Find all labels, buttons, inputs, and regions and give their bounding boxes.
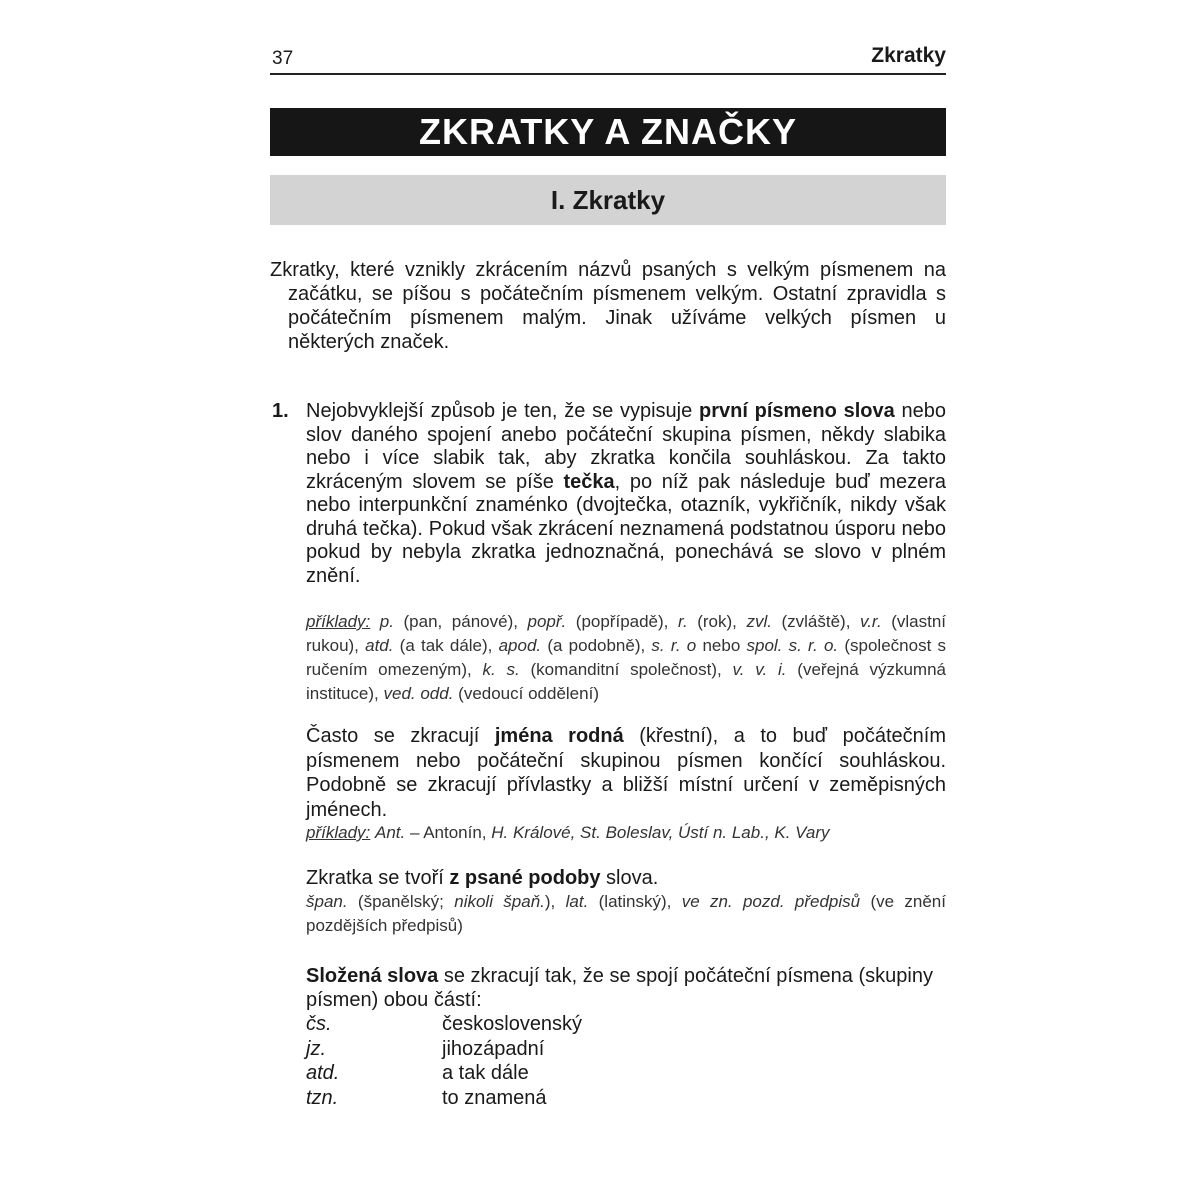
item-body: Nejobvyklejší způsob je ten, že se vypisuje první písmeno slova nebo slov daného spojení anebo počáteční skupina písmen, někdy slabika nebo i více slabik tak, aby zkratka končila souhláskou. Za takto zkráceným slovem se píše tečka, po níž pak následuje buď mezera nebo interpunkční znaménko (dvojtečka, otazník, vykřičník, nikdy však druhá tečka). Pokud však zkrácení neznamená podstatnou úsporu nebo pokud by nebyla zkratka jednoznačná, ponechává se slovo v plném znění. [306,400,947,587]
table-row: jz. jihozápadní [306,1037,545,1060]
table-row: atd. a tak dále [306,1062,529,1084]
table-row: čs. československý [306,1013,583,1035]
examples-block-3: špan. (španělský; nikoli špaň.), lat. (latinský), ve zn. pozd. předpisů (ve znění pozdějších předpisů) [306,892,946,935]
page-header [270,40,946,76]
running-title: Zkratky [871,44,946,67]
paragraph-compound-words: Složená slova se zkracují tak, že se spojí počáteční písmena (skupiny písmen) obou částí: [306,965,933,1011]
book-page [270,40,947,1109]
intro-paragraph: Zkratky, které vznikly zkrácením názvů psaných s velkým písmenem na začátku, se píšou s počátečním písmenem velkým. Ostatní zpravidla s počátečním písmenem malým. Jinak užíváme velkých písmen u některých značek. [270,259,946,353]
paragraph-written-form: Zkratka se tvoří z psané podoby slova. [306,867,659,889]
header-rule [270,73,946,75]
chapter-title: ZKRATKY A ZNAČKY [270,108,946,156]
rule-item-1 [270,400,946,1110]
examples-block-2: příklady: Ant. – Antonín, H. Králové, St. Boleslav, Ústí n. Lab., K. Vary [306,823,830,842]
examples-label: příklady: [306,612,371,631]
compound-abbreviation-table [306,1012,582,1110]
examples-block-1: příklady: p. (pan, pánové), popř. (popřípadě), r. (rok), zvl. (zvláště), v.r. (vlastní rukou), atd. (a tak dále), apod. (a podobně), s. r. o nebo spol. s. r. o. (společnost s ručením omezeným), k. s. (komanditní společnost), v. v. i. (veřejná výzkumná instituce), ved. odd. (vedoucí oddělení) [306,612,947,703]
item-number: 1. [272,400,289,422]
table-row: tzn. to znamená [306,1086,547,1109]
section-title: I. Zkratky [270,175,946,225]
paragraph-given-names: Často se zkracují jména rodná (křestní), a to buď počátečním písmenem nebo počáteční skupinou písmen končící souhláskou. Podobně se zkracují přívlastky a bližší místní určení v zeměpisných jménech. [306,725,946,821]
page-number: 37 [272,48,294,69]
